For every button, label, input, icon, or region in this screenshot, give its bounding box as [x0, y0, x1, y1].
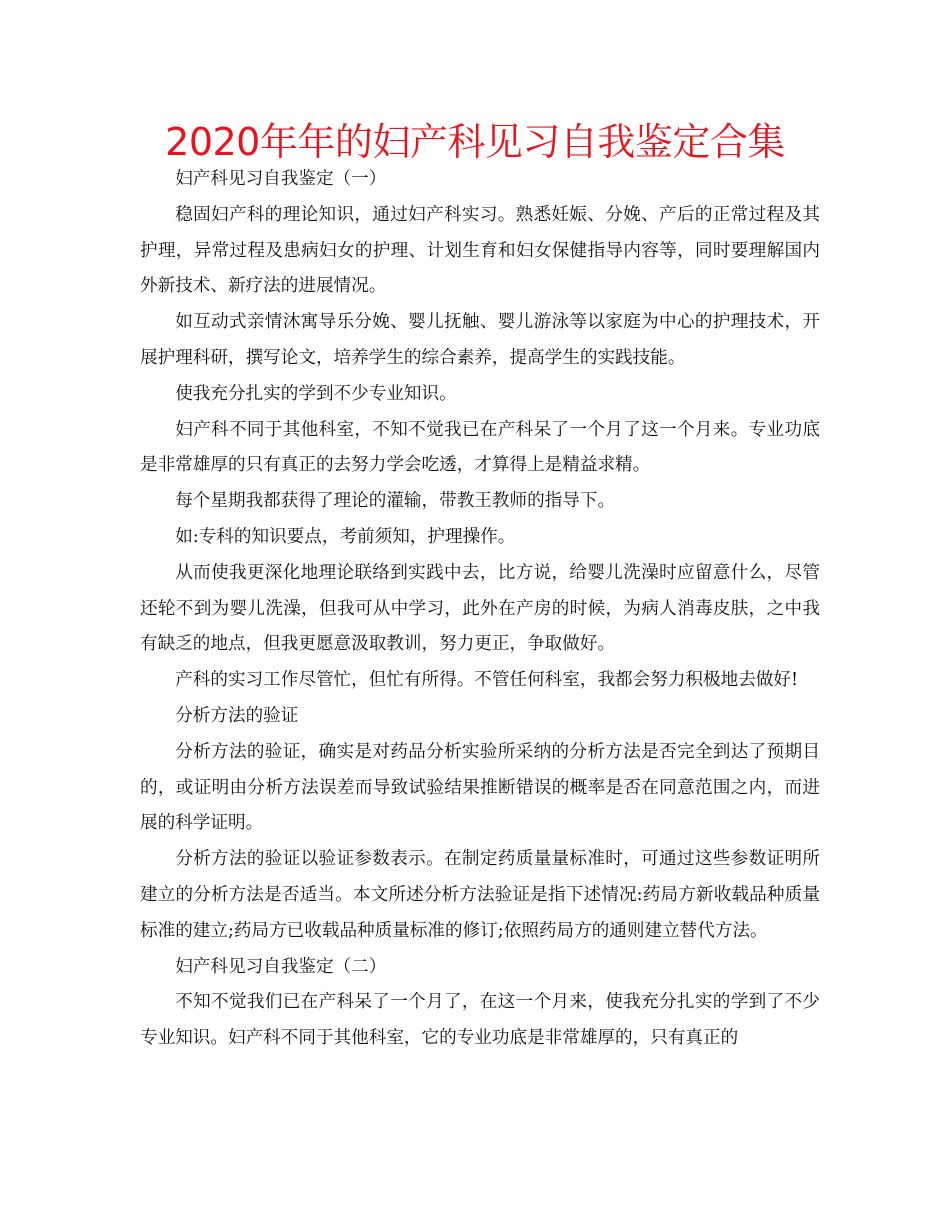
paragraph: 使我充分扎实的学到不少专业知识。: [175, 383, 457, 404]
document-title: 2020年年的妇产科见习自我鉴定合集: [165, 120, 785, 164]
paragraph: 妇产科不同于其他科室，不知不觉我已在产科呆了一个月了这一个月来。专业功底是非常雄厚的只有真正的去努力学会吃透，才算得上是精益求精。: [140, 419, 820, 476]
document-body: [140, 162, 820, 1057]
paragraph-heading-1: 妇产科见习自我鉴定（一）: [175, 169, 387, 189]
paragraph-heading-method: 分析方法的验证: [175, 705, 299, 726]
paragraph: 产科的实习工作尽管忙，但忙有所得。不管任何科室，我都会努力积极地去做好!: [175, 670, 799, 691]
paragraph: 如:专科的知识要点，考前须知，护理操作。: [175, 526, 516, 547]
paragraph: 不知不觉我们已在产科呆了一个月了，在这一个月来，使我充分扎实的学到了不少专业知识。妇产科不同于其他科室，它的专业功底是非常雄厚的，只有真正的: [140, 992, 820, 1049]
paragraph-heading-2: 妇产科见习自我鉴定（二）: [175, 956, 387, 977]
paragraph: 分析方法的验证，确实是对药品分析实验所采纳的分析方法是否完全到达了预期目的，或证明由分析方法误差而导致试验结果推断错误的概率是否在同意范围之内，而进展的科学证明。: [140, 741, 820, 834]
paragraph: 稳固妇产科的理论知识，通过妇产科实习。熟悉妊娠、分娩、产后的正常过程及其护理，异常过程及患病妇女的护理、计划生育和妇女保健指导内容等，同时要理解国内外新技术、新疗法的进展情况。: [140, 204, 820, 297]
paragraph: 分析方法的验证以验证参数表示。在制定药质量量标准时，可通过这些参数证明所建立的分析方法是否适当。本文所述分析方法验证是指下述情况:药局方新收载品种质量标准的建立;药局方已收载品种质量标准的修订;依照药局方的通则建立替代方法。: [140, 849, 820, 941]
paragraph: 从而使我更深化地理论联络到实践中去，比方说，给婴儿洗澡时应留意什么，尽管还轮不到为婴儿洗澡，但我可从中学习，此外在产房的时候，为病人消毒皮肤，之中我有缺乏的地点，但我更愿意汲取教训，努力更正，争取做好。: [140, 562, 820, 655]
paragraph: 每个星期我都获得了理论的灌输，带教王教师的指导下。: [175, 491, 616, 512]
paragraph: 如互动式亲情沐寓导乐分娩、婴儿抚触、婴儿游泳等以家庭为中心的护理技术，开展护理科研，撰写论文，培养学生的综合素养，提高学生的实践技能。: [140, 312, 820, 368]
